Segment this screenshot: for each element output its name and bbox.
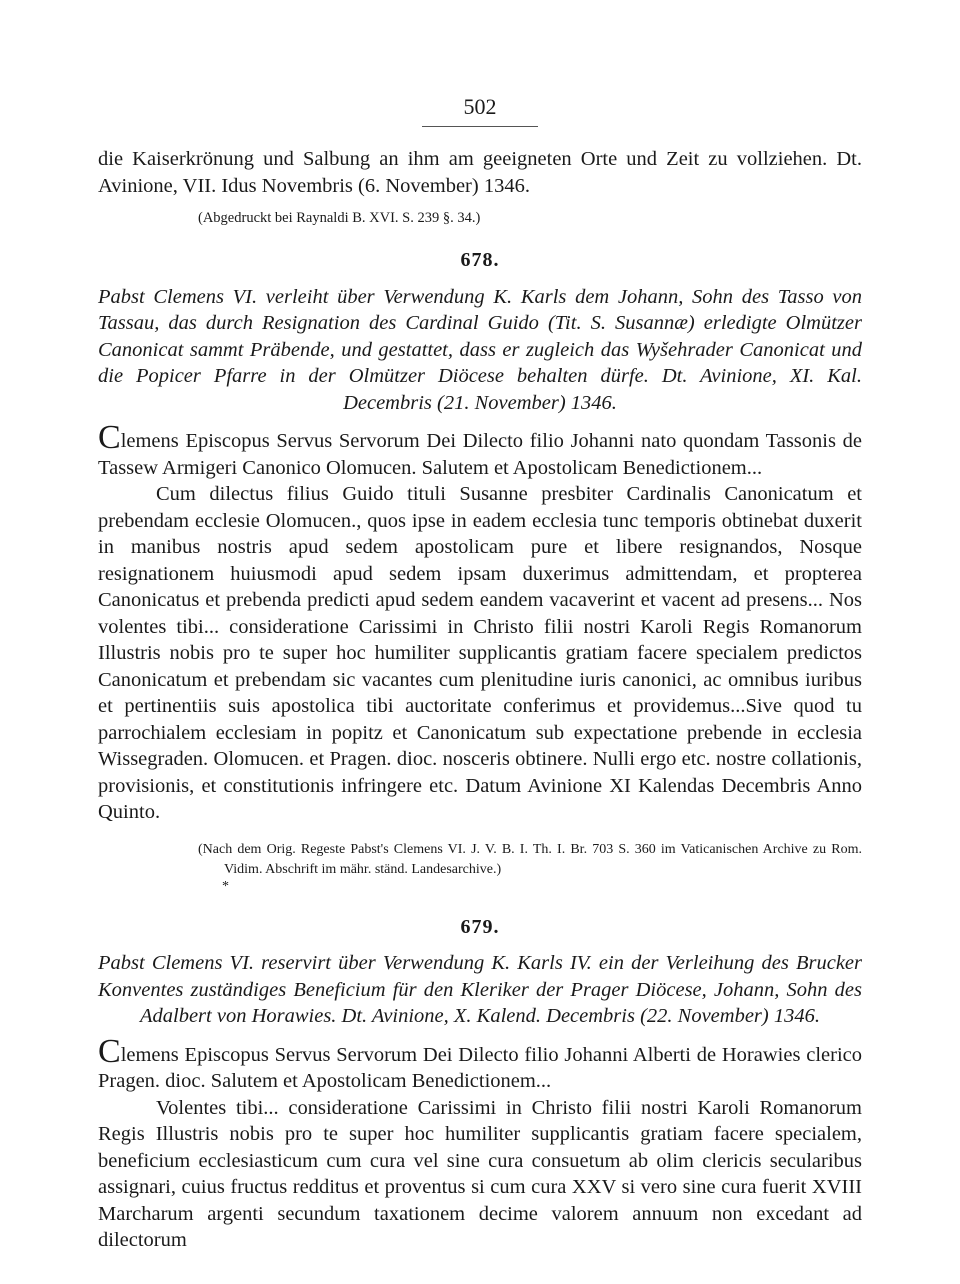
document-678 bbox=[98, 247, 862, 896]
document-number: 678. bbox=[460, 249, 500, 271]
page-body bbox=[98, 146, 862, 1254]
continuation-text: die Kaiserkrönung und Salbung an ihm am geeigneten Orte und Zeit zu vollziehen. Dt. Avinione, VII. Idus Novembris (6. November) 1346. bbox=[98, 148, 862, 197]
document-opening bbox=[98, 419, 862, 481]
opening-text: lemens Episcopus Servus Servorum Dei Dilecto filio Johanni nato quondam Tassonis de Tassew Armigeri Canonico Olomucen. Salutem et Apostolicam Benedictionem... bbox=[98, 430, 862, 479]
document-paragraph: Volentes tibi... consideratione Carissimi in Christo filii nostri Karoli Romanorum Regis Illustris nobis pro te super hoc humiliter supplicantis gratiam facere specialem, beneficium ecclesiasticum cum cura vel sine cura consuetum ab olim clericis secularibus assignari, cuius fructus redditus et proventus si cum cura XXV si vero sine cura fuerit XVIII Marcharum argenti secundum taxationem decime valorem annuum non excedant ad dilectorum bbox=[98, 1096, 862, 1251]
document-heading: Pabst Clemens VI. verleiht über Verwendung K. Karls dem Johann, Sohn des Tasso von Tassau, das durch Resignation des Cardinal Guido (Tit. S. Susannæ) erledigte Olmützer Canonicat sammt Präbende, und gestattet, dass er zugleich das Wyšehrader Canonicat und die Popicer Pfarre in der Olmützer Diöcese behalten dürfe. Dt. Avinione, XI. Kal. Decembris (21. November) 1346. bbox=[98, 285, 862, 414]
document-opening bbox=[98, 1032, 862, 1095]
opening-text: lemens Episcopus Servus Servorum Dei Dilecto filio Johanni Alberti de Horawies clerico Pragen. dioc. Salutem et Apostolicam Benedictionem... bbox=[98, 1043, 862, 1092]
document-679 bbox=[98, 914, 862, 1254]
initial-letter: C bbox=[98, 419, 121, 456]
document-heading: Pabst Clemens VI. reservirt über Verwendung K. Karls IV. ein der Verleihung des Brucker Konventes zuständiges Beneficium für den Kleriker der Prager Diöcese, Johann, Sohn des Adalbert von Horawies. Dt. Avinione, X. Kalend. Decembris (22. November) 1346. bbox=[98, 952, 862, 1027]
page-number: 502 bbox=[463, 94, 497, 119]
document-paragraph: Cum dilectus filius Guido tituli Susanne presbiter Cardinalis Canonicatum et prebendam ecclesie Olomucen., quos ipse in eadem ecclesia tunc temporis obtinebat duxerit in manibus nostris apud sedem apostolicam pure et libere resignandos, Nosque resignationem huiusmodi apud sedem ipsam duxerimus admittendam, et propterea Canonicatus et prebenda predicti apud sedem eandem vacaverint et vacent ad presens... Nos volentes tibi... consideratione Carissimi in Christo filii nostri Karoli Regis Romanorum Illustris nobis pro te super hoc humiliter supplicantis gratiam facere specialem predictos Canonicatum et prebendam sic vacantes cum plenitudine iuris canonici, ac omnibus iuribus et pertinentiis suis apostolica tibi auctoritate conferimus et providemus...Sive quod tu parrochialem ecclesiam in popitz et Canonicatum sub expectatione prebende in ecclesia Wissegraden. Olomucen. et Pragen. dioc. nosceris obtinere. Nulli ergo etc. nostre collationis, provisionis, et constitutionis infringere etc. Datum Avinione XI Kalendas Decembris Anno Quinto. bbox=[98, 483, 862, 823]
continuation-source: (Abgedruckt bei Raynaldi B. XVI. S. 239 §. 34.) bbox=[198, 210, 481, 226]
asterisk-mark: * bbox=[222, 878, 229, 894]
document-source: (Nach dem Orig. Regeste Pabst's Clemens VI. J. V. B. I. Th. I. Br. 703 S. 360 im Vaticanischen Archive zu Rom. Vidim. Abschrift im mähr. ständ. Landesarchive.) bbox=[198, 841, 862, 877]
document-number: 679. bbox=[460, 915, 500, 938]
header-rule bbox=[422, 126, 538, 127]
initial-letter: C bbox=[98, 1032, 121, 1070]
